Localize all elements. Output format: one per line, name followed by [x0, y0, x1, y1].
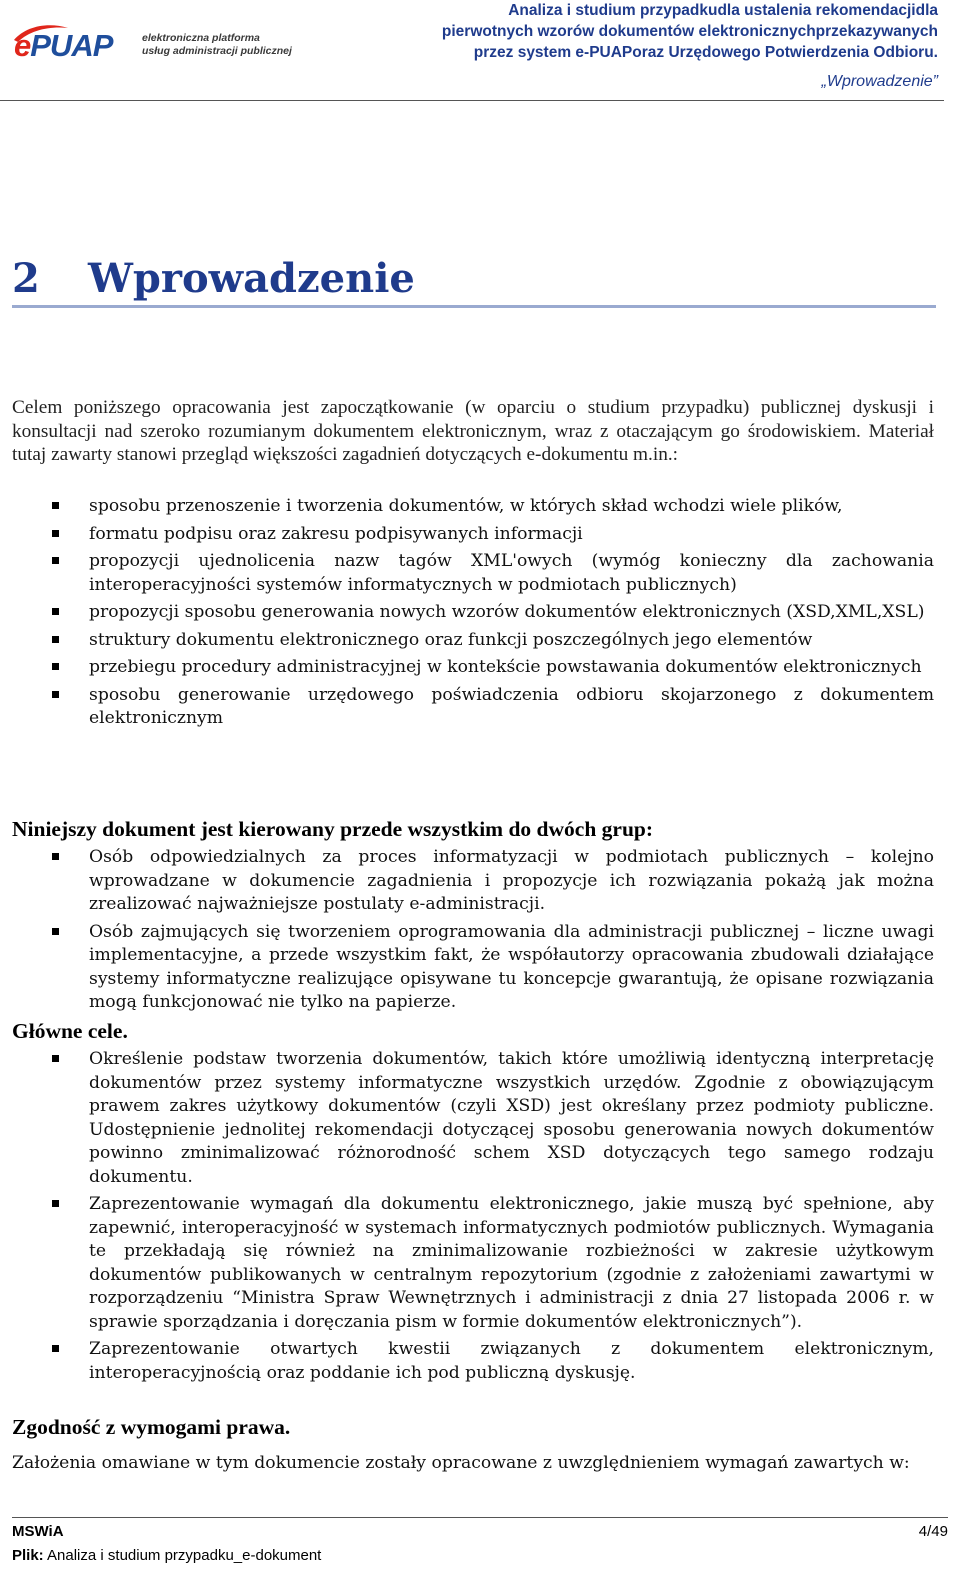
- epuap-logo: [12, 28, 302, 64]
- audience-heading: Niniejszy dokument jest kierowany przede wszystkim do dwóch grup:: [12, 817, 654, 841]
- document-title-line-2: pierwotnych wzorów dokumentów elektronicznychprzekazywanych: [441, 23, 938, 40]
- logo-tagline: [142, 32, 292, 58]
- list-item: przebiegu procedury administracyjnej w kontekście powstawania dokumentów elektronicznych: [52, 656, 934, 680]
- document-title-line-1: Analiza i studium przypadkudla ustalenia rekomendacjidla: [508, 2, 938, 19]
- list-item: propozycji sposobu generowania nowych wzorów dokumentów elektronicznych (XSD,XML,XSL): [52, 601, 934, 625]
- section-label: „Wprowadzenie”: [821, 73, 938, 90]
- logo-prefix: e: [14, 28, 31, 63]
- chapter-divider: [12, 305, 936, 308]
- list-item: sposobu przenoszenie i tworzenia dokumentów, w których skład wchodzi wiele plików,: [52, 495, 934, 519]
- chapter-heading: [12, 252, 415, 306]
- footer-file-name: Analiza i studium przypadku_e-dokument: [47, 1547, 322, 1564]
- list-item: Zaprezentowanie otwartych kwestii związanych z dokumentem elektronicznym, interoperacyjnością oraz poddanie ich pod publiczną dyskusję.: [52, 1338, 934, 1385]
- goals-list: [52, 1048, 934, 1385]
- list-item: sposobu generowanie urzędowego poświadczenia odbioru skojarzonego z dokumentem elektronicznym: [52, 684, 934, 731]
- list-item: Określenie podstaw tworzenia dokumentów, takich które umożliwią identyczną interpretację dokumentów przez systemy informatyczne wszystkich urzędów. Zgodnie z obowiązującym prawem zakres użytkowy dokumentów (czyli XSD) jest określany przez podmioty publiczne. Udostępnienie jednolitej rekomendacji dotyczącej sposobu generowania nowych dokumentów powinno zminimalizować różnorodność schem XSD dotyczących tego samego rodzaju dokumentu.: [52, 1048, 934, 1189]
- logo-wordmark: [14, 28, 112, 64]
- law-paragraph: Założenia omawiane w tym dokumencie zostały opracowane z uwzględnieniem wymagań zawartych w:: [12, 1453, 910, 1473]
- logo-tagline-line-1: elektroniczna platforma: [142, 32, 260, 44]
- footer-file-label: Plik:: [12, 1547, 44, 1564]
- chapter-title: Wprowadzenie: [88, 255, 415, 302]
- footer-org: MSWiA: [12, 1523, 64, 1540]
- list-item: struktury dokumentu elektronicznego oraz funkcji poszczególnych jego elementów: [52, 629, 934, 653]
- list-item: Osób zajmujących się tworzeniem oprogramowania dla administracji publicznej – liczne uwagi implementacyjne, a przede wszystkim fakt, że współautorzy opracowania zbudowali działające systemy informatyczne realizujące opisywane tu koncepcje gwarantują, że opisane rozwiązania mogą funkcjonować nie tylko na papierze.: [52, 921, 934, 1015]
- list-item: Zaprezentowanie wymagań dla dokumentu elektronicznego, jakie muszą być spełnione, aby zapewnić, interoperacyjność w systemach informatycznych podmiotów publicznych. Wymagania te przekładają się również na zminimalizowanie rozbieżności w zakresie użytkowym dokumentów publikowanych w centralnym repozytorium (zgodnie z założeniami zawartymi w rozporządzeniu “Ministra Spraw Wewnętrznych i administracji z dnia 27 listopada 2006 r. w sprawie sporządzania i doręczania pism w formie dokumentów elektronicznych”).: [52, 1193, 934, 1334]
- list-item: propozycji ujednolicenia nazw tagów XML'owych (wymóg konieczny dla zachowania interoperacyjności systemów informatycznych w podmiotach publicznych): [52, 550, 934, 597]
- document-title: [378, 0, 938, 63]
- logo-tagline-line-2: usług administracji publicznej: [142, 45, 292, 57]
- audience-list: [52, 846, 934, 1015]
- footer-file: [12, 1546, 321, 1566]
- topics-list: [52, 495, 934, 731]
- page-number: 4/49: [918, 1523, 948, 1540]
- list-item: Osób odpowiedzialnych za proces informatyzacji w podmiotach publicznych – kolejno wprowadzane w dokumencie zagadnienia i propozycje ich rozwiązania pokażą jak można zrealizować najważniejsze postulaty e-administracji.: [52, 846, 934, 917]
- header-divider: [0, 100, 944, 101]
- law-heading: Zgodność z wymogami prawa.: [12, 1415, 291, 1439]
- list-item: formatu podpisu oraz zakresu podpisywanych informacji: [52, 523, 934, 547]
- chapter-number: 2: [12, 255, 40, 302]
- footer-divider: [12, 1517, 948, 1518]
- intro-paragraph: Celem poniższego opracowania jest zapoczątkowanie (w oparciu o studium przypadku) publicznej dyskusji i konsultacji nad szeroko rozumianym dokumentem elektronicznym, wraz z otaczającym go środowiskiem. Materiał tutaj zawarty stanowi przegląd większości zagadnień dotyczących e-dokumentu m.in.:: [12, 397, 934, 465]
- logo-name: PUAP: [30, 28, 113, 63]
- document-title-line-3: przez system e-PUAPoraz Urzędowego Potwierdzenia Odbioru.: [473, 44, 938, 61]
- goals-heading: Główne cele.: [12, 1019, 128, 1043]
